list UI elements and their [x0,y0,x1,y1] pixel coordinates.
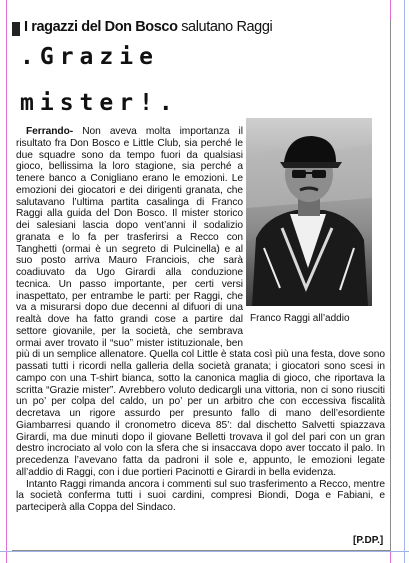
article-body [16,126,385,514]
layout-guide-margin [404,0,405,563]
author-signature: [P.DP.] [353,535,384,546]
photo-wrap-spacer [243,126,385,342]
kicker-rest: salutano Raggi [177,19,273,35]
kicker-bar [12,22,20,36]
paragraph-1-text: Non aveva molta importanza il risultato fra Don Bosco e Little Club, sia perché le due squadre sono da tempo fuori da qualsiasi gioco, bellissima la loro stagione, sia perché a tenere banco a Conigliano erano le emozioni. Le emozioni dei giocatori e dei dirigenti granata, che salutavano l’ultima partita casalinga di Franco Raggi alla guida del Don Bosco. Il mister storico dei salesiani lascia dopo vent’anni il sodalizio granata e lo fa per trasferirsi a Recco con Tanghetti (ormai è un segreto di Pulcinella) e al suo posto arriva Mauro Franciois, che sarà coadiuvato da Ugo Girardi alla conduzione tecnica. Un passo importante, per certi versi inaspettato, per entrambe le parti: per Raggi, che va a misurarsi dopo due decenni al difuori di una realtà dove ha fatto grandi cose a partire dal settore giovanile, per la società, che sembrava ormai aver trovato il “suo” mister istituzionale, ben più di un semplice allenatore. Quella col Little è stata così più una festa, dove sono passati tutti i ricordi nella galleria della società granata; i giocatori sono scesi in campo con una T-shirt bianca, sotto la canonica maglia di gioco, che riportava la scritta “Grazie mister”. Avrebbero voluto dedicargli una vittoria, non ci sono riusciti un po’ per colpa del caldo, un po’ per un arbitro che con eccessiva fiscalità decretava un rigore assurdo per presunto fallo di mano dell’esordiente Giambarresi quando il cronometro diceva 85’: dal dischetto Salvetti spiazzava Girardi, ma due minuti dopo il giovane Belletti trovava il gol del pari con un gran destro incrociato al volo con la sfera che si insaccava dopo aver toccato il palo. In precedenza l’avevano fatta da padroni il sole e, appunto, le emozioni legate all’addio di Raggi, con i due portieri Pacinotti e Girardi in bella evidenza. [16,126,385,478]
layout-guide-left [6,0,7,563]
dateline: Ferrando- [26,126,74,137]
title-line-2: mister!. [20,90,179,116]
paragraph-2: Intanto Raggi rimanda ancora i commenti sul suo trasferimento a Recco, mentre la società conferma tutti i suoi cardini, compresi Biondi, Doga e Fabiani, e parteciperà alla Coppa del Sindaco. [16,478,385,513]
layout-guide-bottom [0,551,409,552]
kicker-headline [24,19,272,35]
title-line-1: .Grazie [20,44,159,70]
photo-caption: Franco Raggi all’addio [250,313,350,324]
kicker-bold: I ragazzi del Don Bosco [24,19,178,35]
